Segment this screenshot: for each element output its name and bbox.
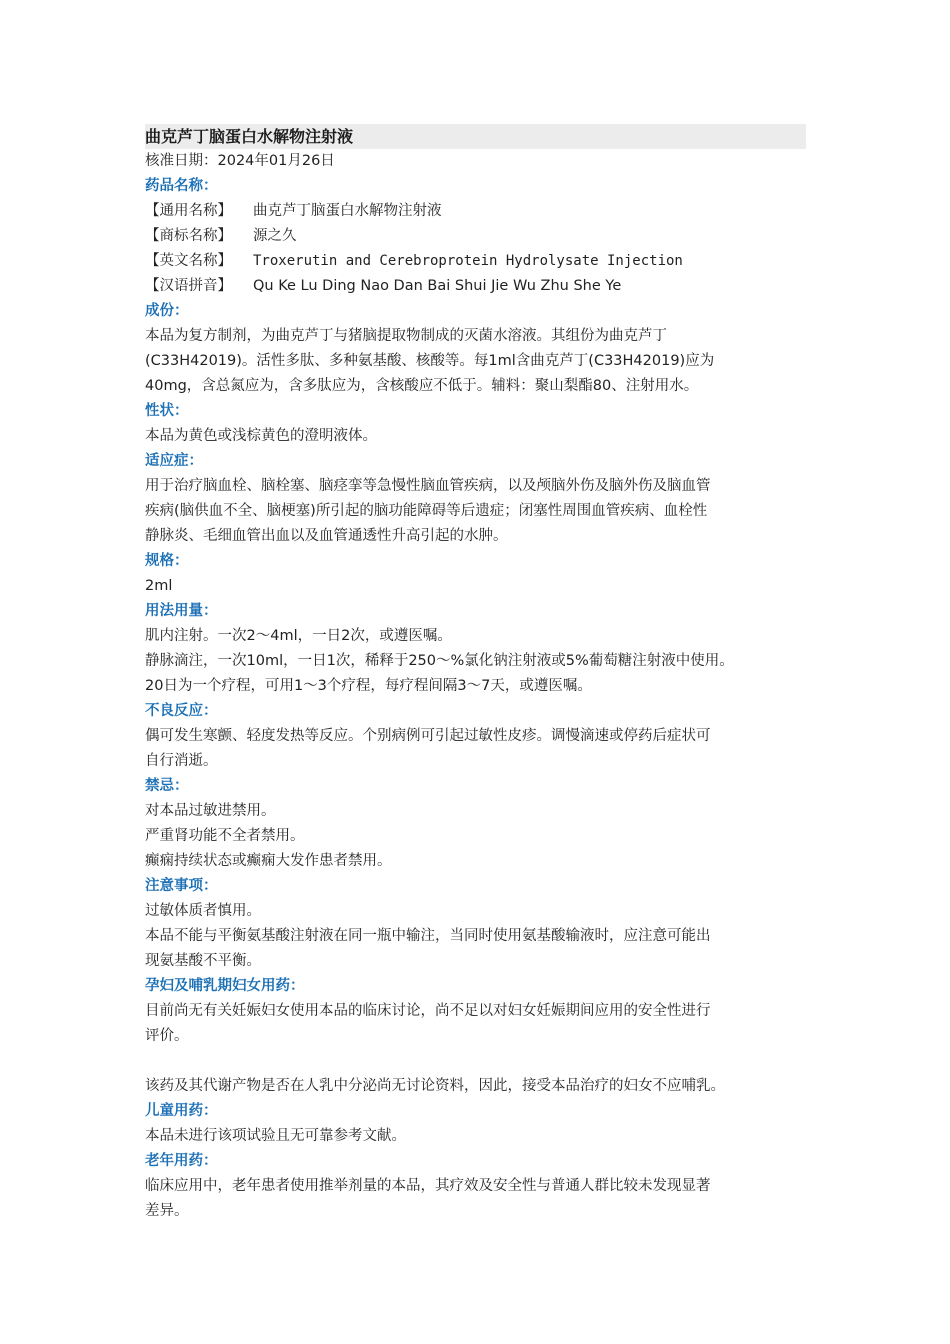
pregnancy-line: 评价。 — [145, 1028, 189, 1044]
precautions-line: 现氨基酸不平衡。 — [145, 953, 261, 969]
approval-date: 核准日期：2024年01月26日 — [145, 153, 335, 169]
indications-line: 静脉炎、毛细血管出血以及血管通透性升高引起的水肿。 — [145, 528, 508, 544]
appearance-line: 本品为黄色或浅棕黄色的澄明液体。 — [145, 428, 377, 444]
document-page — [145, 124, 806, 1224]
section-heading-geriatric: 老年用药： — [145, 1153, 218, 1169]
composition-line: 本品为复方制剂，为曲克芦丁与猪脑提取物制成的灭菌水溶液。其组份为曲克芦丁 — [145, 328, 667, 344]
pinyin-name-row — [145, 274, 806, 299]
geriatric-line: 临床应用中，老年患者使用推举剂量的本品，其疗效及安全性与普通人群比较未发现显著 — [145, 1178, 711, 1194]
contraindications-line: 严重肾功能不全者禁用。 — [145, 828, 305, 844]
section-heading-names: 药品名称： — [145, 178, 218, 194]
section-heading-indications: 适应症： — [145, 453, 203, 469]
section-heading-composition: 成份： — [145, 303, 189, 319]
trade-name-label: 【商标名称】 — [145, 228, 232, 244]
section-heading-appearance: 性状： — [145, 403, 189, 419]
pinyin-name-value: Qu Ke Lu Ding Nao Dan Bai Shui Jie Wu Zhu She Ye — [253, 278, 622, 294]
adverse-line: 偶可发生寒颤、轻度发热等反应。个别病例可引起过敏性皮疹。调慢滴速或停药后症状可 — [145, 728, 711, 744]
specification-line: 2ml — [145, 578, 173, 594]
trade-name-value: 源之久 — [253, 228, 297, 244]
generic-name-label: 【通用名称】 — [145, 203, 232, 219]
section-heading-contraindications: 禁忌： — [145, 778, 189, 794]
generic-name-value: 曲克芦丁脑蛋白水解物注射液 — [253, 203, 442, 219]
pinyin-name-label: 【汉语拼音】 — [145, 278, 232, 294]
indications-line: 用于治疗脑血栓、脑栓塞、脑痉挛等急慢性脑血管疾病，以及颅脑外伤及脑外伤及脑血管 — [145, 478, 711, 494]
dosage-line: 肌内注射。一次2～4ml，一日2次，或遵医嘱。 — [145, 628, 452, 644]
indications-line: 疾病(脑供血不全、脑梗塞)所引起的脑功能障碍等后遗症；闭塞性周围血管疾病、血栓性 — [145, 503, 708, 519]
english-name-row — [145, 249, 806, 274]
precautions-line: 过敏体质者慎用。 — [145, 903, 261, 919]
pregnancy-line: 该药及其代谢产物是否在人乳中分泌尚无讨论资料，因此，接受本品治疗的妇女不应哺乳。 — [145, 1078, 725, 1094]
document-title: 曲克芦丁脑蛋白水解物注射液 — [145, 124, 806, 149]
english-name-label: 【英文名称】 — [145, 253, 232, 269]
composition-line: (C33H42019)。活性多肽、多种氨基酸、核酸等。每1ml含曲克芦丁(C33H42019)应为 — [145, 353, 715, 369]
english-name-value: Troxerutin and Cerebroprotein Hydrolysate Injection — [253, 253, 683, 269]
section-heading-pregnancy: 孕妇及哺乳期妇女用药： — [145, 978, 305, 994]
trade-name-row — [145, 224, 806, 249]
contraindications-line: 对本品过敏进禁用。 — [145, 803, 276, 819]
dosage-line: 静脉滴注，一次10ml，一日1次，稀释于250～%氯化钠注射液或5%葡萄糖注射液中使用。 — [145, 653, 734, 669]
dosage-line: 20日为一个疗程，可用1～3个疗程，每疗程间隔3～7天，或遵医嘱。 — [145, 678, 592, 694]
section-heading-precautions: 注意事项： — [145, 878, 218, 894]
section-heading-adverse: 不良反应： — [145, 703, 218, 719]
blank-line — [145, 1049, 806, 1074]
section-heading-dosage: 用法用量： — [145, 603, 218, 619]
geriatric-line: 差异。 — [145, 1203, 189, 1219]
section-heading-pediatric: 儿童用药： — [145, 1103, 218, 1119]
generic-name-row — [145, 199, 806, 224]
pediatric-line: 本品未进行该项试验且无可靠参考文献。 — [145, 1128, 406, 1144]
precautions-line: 本品不能与平衡氨基酸注射液在同一瓶中输注，当同时使用氨基酸输液时，应注意可能出 — [145, 928, 711, 944]
composition-line: 40mg，含总氮应为，含多肽应为，含核酸应不低于。辅料：聚山梨酯80、注射用水。 — [145, 378, 699, 394]
adverse-line: 自行消逝。 — [145, 753, 218, 769]
contraindications-line: 癫痫持续状态或癫痫大发作患者禁用。 — [145, 853, 392, 869]
pregnancy-line: 目前尚无有关妊娠妇女使用本品的临床讨论，尚不足以对妇女妊娠期间应用的安全性进行 — [145, 1003, 711, 1019]
section-heading-specification: 规格： — [145, 553, 189, 569]
